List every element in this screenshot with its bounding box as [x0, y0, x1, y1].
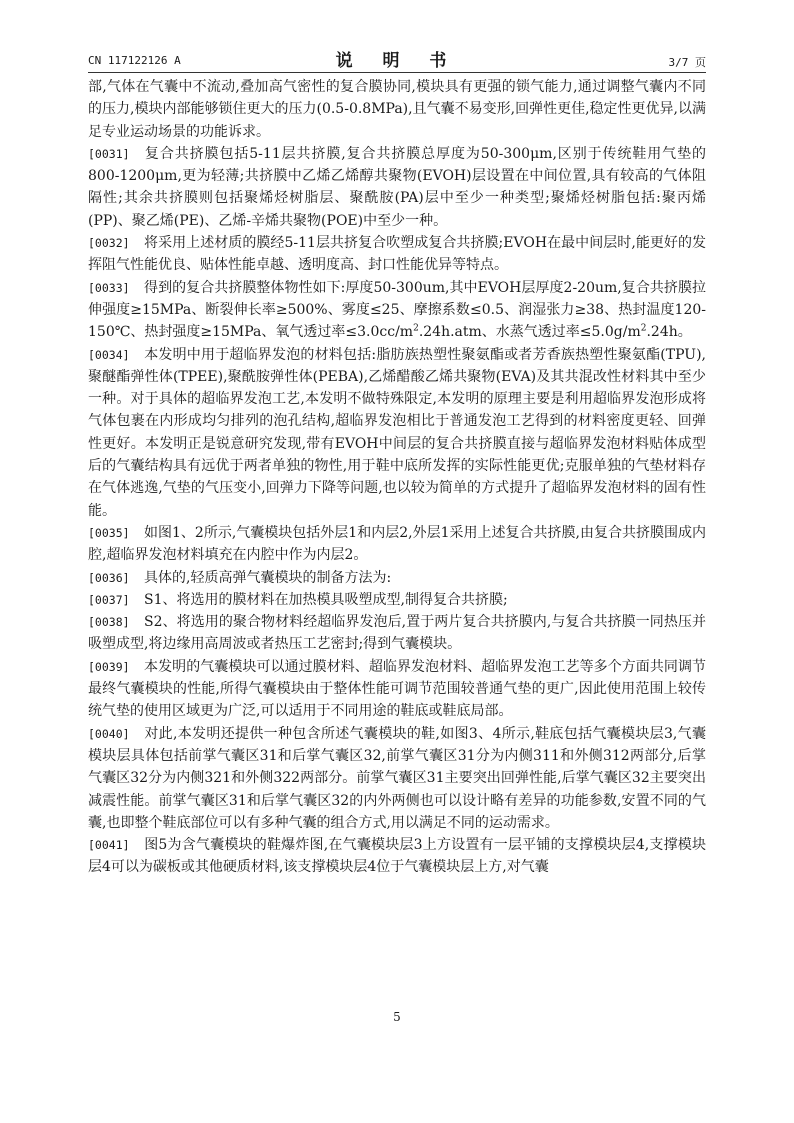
paragraph-number: [0038]	[88, 615, 130, 630]
paragraph-number: [0034]	[88, 347, 130, 362]
paragraph-number: [0041]	[88, 838, 130, 853]
paragraph-text: 具体的,轻质高弹气囊模块的制备方法为:	[144, 569, 392, 586]
paragraph-text: 本发明的气囊模块可以通过膜材料、超临界发泡材料、超临界发泡工艺等多个方面共同调节最终气囊模块的性能,所得气囊模块由于整体性能可调节范围较普通气垫的更广,因此使用范围上较传统气垫的使用区域更为广泛,可以适用于不同用途的鞋底或鞋底局部。	[88, 658, 706, 720]
paragraph-text: 如图1、2所示,气囊模块包括外层1和内层2,外层1采用上述复合共挤膜,由复合共挤膜围成内腔,超临界发泡材料填充在内腔中作为内层2。	[88, 524, 706, 564]
header-rule	[88, 72, 706, 73]
paragraph-0036	[88, 567, 706, 589]
document-number: CN 117122126 A	[88, 54, 181, 67]
superscript: 2	[413, 323, 419, 334]
paragraph-number: [0035]	[88, 525, 130, 540]
paragraph-continuation	[88, 76, 706, 143]
paragraph-0034	[88, 344, 706, 522]
paragraph-0032	[88, 232, 706, 277]
superscript: 2	[640, 323, 647, 334]
page-info: 3/7 页	[668, 56, 706, 69]
paragraph-number: [0031]	[88, 146, 130, 161]
paragraph-0033	[88, 277, 706, 344]
paragraph-0035	[88, 522, 706, 567]
paragraph-number: [0037]	[88, 592, 130, 607]
paragraph-number: [0040]	[88, 726, 130, 741]
paragraph-number: [0032]	[88, 236, 130, 251]
paragraph-number: [0033]	[88, 280, 130, 295]
paragraph-0040	[88, 723, 706, 834]
paragraph-text: 得到的复合共挤膜整体物性如下:厚度50-300um,其中EVOH层厚度2-20um,复合共挤膜拉伸强度≥15MPa、断裂伸长率≥500%、雾度≤25、摩擦系数≤0.5、润湿张力≥38、热封温度120-150℃、热封强度≥15MPa、氧气透过率≤3.0cc/m	[88, 279, 706, 341]
paragraph-0037	[88, 589, 706, 611]
paragraph-text: S1、将选用的膜材料在加热模具吸塑成型,制得复合共挤膜;	[144, 591, 508, 608]
paragraph-number: [0036]	[88, 570, 130, 585]
paragraph-0038	[88, 611, 706, 656]
paragraph-text: 复合共挤膜包括5-11层共挤膜,复合共挤膜总厚度为50-300μm,区别于传统鞋用气垫的800-1200μm,更为轻薄;共挤膜中乙烯乙烯醇共聚物(EVOH)层设置在中间位置,具有较高的气体阻隔性;其余共挤膜则包括聚烯烃树脂层、聚酰胺(PA)层中至少一种类型;聚烯烃树脂包括:聚丙烯(PP)、聚乙烯(PE)、乙烯-辛烯共聚物(POE)中至少一种。	[88, 145, 706, 229]
paragraph-text: 部,气体在气囊中不流动,叠加高气密性的复合膜协同,模块具有更强的锁气能力,通过调整气囊内不同的压力,模块内部能够锁住更大的压力(0.5-0.8MPa),且气囊不易变形,回弹性更佳,稳定性更优异,以满足专业运动场景的功能诉求。	[88, 79, 706, 140]
paragraph-text-cont: .24h.atm、水蒸气透过率≤5.0g/m	[418, 324, 641, 341]
paragraph-text: S2、将选用的聚合物材料经超临界发泡后,置于两片复合共挤膜内,与复合共挤膜一同热压并吸塑成型,将边缘用高周波或者热压工艺密封;得到气囊模块。	[88, 614, 706, 653]
paragraph-0031	[88, 143, 706, 232]
paragraph-text: 本发明中用于超临界发泡的材料包括:脂肪族热塑性聚氨酯或者芳香族热塑性聚氨酯(TPU),聚醚酯弹性体(TPEE),聚酰胺弹性体(PEBA),乙烯醋酸乙烯共聚物(EVA)及其共混改性材料其中至少一种。对于具体的超临界发泡工艺,本发明不做特殊限定,本发明的原理主要是利用超临界发泡形成将气体包裹在内形成均匀排列的泡孔结构,超临界发泡相比于普通发泡工艺得到的材料密度更轻、回弹性更好。本发明正是锐意研究发现,带有EVOH中间层的复合共挤膜直接与超临界发泡材料贴体成型后的气囊结构具有远优于两者单独的物性,用于鞋中底所发挥的实际性能更优;克服单独的气垫材料存在气体逃逸,气垫的气压变小,回弹力下降等问题,也以较为简单的方式提升了超临界发泡材料的固有性能。	[88, 346, 706, 519]
paragraph-number: [0039]	[88, 659, 130, 674]
paragraph-0041	[88, 834, 706, 879]
paragraph-text: 图5为含气囊模块的鞋爆炸图,在气囊模块层3上方设置有一层平铺的支撑模块层4,支撑模块层4可以为碳板或其他硬质材料,该支撑模块层4位于气囊模块层上方,对气囊	[88, 837, 706, 876]
paragraph-text: 将采用上述材质的膜经5-11层共挤复合吹塑成复合共挤膜;EVOH在最中间层时,能更好的发挥阻气性能优良、贴体性能卓越、透明度高、封口性能优异等特点。	[88, 235, 706, 274]
page-number: 5	[393, 1010, 401, 1024]
document-title: 说 明 书	[335, 51, 459, 71]
page-header	[88, 46, 706, 70]
paragraph-text: 对此,本发明还提供一种包含所述气囊模块的鞋,如图3、4所示,鞋底包括气囊模块层3,气囊模块层具体包括前掌气囊区31和后掌气囊区32,前掌气囊区31分为内侧311和外侧312两部分,后掌气囊区32分为内侧321和外侧322两部分。前掌气囊区31主要突出回弹性能,后掌气囊区32主要突出减震性能。前掌气囊区31和后掌气囊区32的内外两侧也可以设计略有差异的功能参数,安置不同的气囊,也即整个鞋底部位可以有多种气囊的组合方式,用以满足不同的运动需求。	[88, 725, 706, 831]
document-body	[88, 76, 706, 879]
paragraph-0039	[88, 656, 706, 723]
paragraph-text-end: .24h。	[646, 324, 692, 341]
